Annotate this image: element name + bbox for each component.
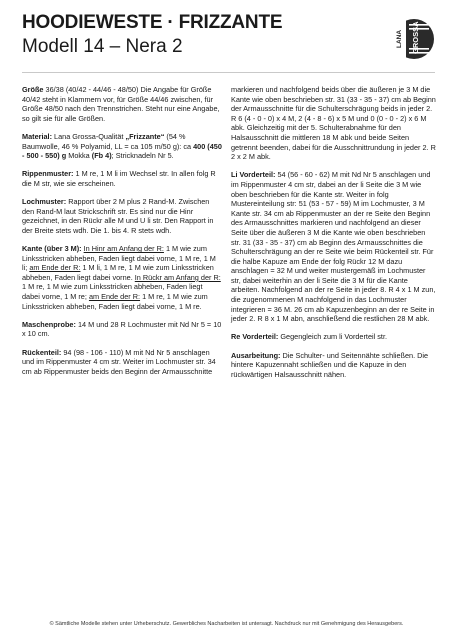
- section-label: Re Vorderteil:: [231, 332, 279, 342]
- section-label: Kante (über 3 M):: [22, 244, 82, 254]
- page-title: HOODIEWESTE · FRIZZANTE: [22, 12, 283, 33]
- section-kante: Kante (über 3 M): In Hinr am Anfang der R: 1 M wie zum Linksstricken abheben, Faden liegt dabei vorne, 1 M re, 1 M li; am Ende der R: 1 M li, 1 M re, 1 M wie zum Linksstricken abheben, Faden liegt dabei vorne. In Rückr am Anfang der R: 1 M re, 1 M wie zum Linksstricken abheben, Faden liegt dabei vorne, 1 M re; am Ende der R: 1 M re, 1 M wie zum Linksstricken abheben, Faden liegt dabei vorne, 1 M re.: [22, 244, 221, 311]
- section-rueckenteil-continued: markieren und nachfolgend beids über die äußeren je 3 M die Kante wie oben beschrieben str. 31 (33 - 35 - 37) cm ab Beginn der Armausschnitte für die Schulterschrägung beids in jeder 2. R 6 (4 - 0 - 0) x 4 M, 2 (4 - 8 - 6) x 5 M und 0 (0 - 0 - 2) x 6 M abk. Gleichzeitig mit der 5. Schulterabnahme für den Halsausschnitt die mittleren 18 M abk und beide Seiten getrennt beenden, dabei für die Ausschnittrundung in jeder 2. R 2 x 2 M abk.: [231, 85, 436, 162]
- section-label: Lochmuster:: [22, 197, 67, 207]
- section-ausarbeitung: Ausarbeitung: Die Schulter- und Seitennähte schließen. Die hintere Kapuzennaht schließen und die Kapuze in den rückwärtigen Halsausschnitt nähen.: [231, 350, 429, 379]
- section-label: Li Vorderteil:: [231, 170, 276, 180]
- section-li-vorderteil: Li Vorderteil: 54 (56 - 60 - 62) M mit Nd Nr 5 anschlagen und im Rippenmuster 4 cm str, dabei an der li Seite die 3 M wie oben beschrieben für die Kante str. Weiter in folg Mustereinteilung str: 51 (53 - 57 - 59) M im Lochmuster, 3 M Kante str. 34 cm ab Rippenmuster an der re Seite den Beginn des Armausschnittes markieren und nachfolgend an dieser Seite über die äußeren 3 M die Kante wie oben beschrieben str. 31 (33 - 35 - 37) cm ab Beginn des Armausschnittes die Schulterschrägung an der re Seite wie beim Rückenteil str. Für die halbe Kapuze am Ende der folg Rückr 12 M dazu anschlagen = 32 M und weiter mustergemäß im Lochmuster str, dabei weiterhin an der li Seite die 3 M für die Kante arbeiten. Nachfolgend an der re Seite in jeder 8. R 4 x 1 M zun, die zugenommenen M nachfolgend in das Lochmuster integrieren = 36 M. 26 cm ab Kapuzenbeginn an der re Seite in jeder 2. R 8 x 1 M abn, anschließend die restlichen 28 M abk.: [231, 170, 436, 324]
- section-label: Rückenteil:: [22, 347, 62, 357]
- section-label: Rippenmuster:: [22, 169, 74, 179]
- section-maschenprobe: Maschenprobe: 14 M und 28 R Lochmuster mit Nd Nr 5 = 10 x 10 cm.: [22, 319, 222, 339]
- header-divider: [22, 72, 435, 73]
- section-material: Material: Lana Grossa-Qualität „Frizzante“ (54 % Baumwolle, 46 % Polyamid, LL = ca 105 m/50 g): ca 400 (450 - 500 - 550) g Mokka (Fb 4); Stricknadeln Nr 5.: [22, 131, 222, 161]
- left-column: [22, 85, 222, 385]
- section-groesse: Größe 36/38 (40/42 - 44/46 - 48/50) Die Angabe für Größe 40/42 steht in Klammern vor, für Größe 44/46 zwischen, für Größe 48/50 nach den Trennstrichen. Steht nur eine Angabe, so gilt sie für alle Größen.: [22, 85, 220, 123]
- section-lochmuster: Lochmuster: Rapport über 2 M plus 2 Rand-M. Zwischen den Rand-M laut Strickschrift str. Es sind nur die Hinr gezeichnet, in den Rückr alle M und U li str. Den Rapport in der Breite stets wdh. Die 1. bis 4. R stets wdh.: [22, 197, 214, 235]
- section-label: Ausarbeitung:: [231, 350, 281, 360]
- copyright-footer: © Sämtliche Modelle stehen unter Urheberschutz. Gewerbliches Nacharbeiten ist untersagt. Nachdruck nur mit Genehmigung des Herausgebers.: [49, 621, 404, 627]
- section-re-vorderteil: Re Vorderteil: Gegengleich zum li Vorderteil str.: [231, 332, 388, 342]
- lana-grossa-logo: [393, 18, 435, 60]
- right-column: [231, 85, 436, 388]
- section-rippenmuster: Rippenmuster: 1 M re, 1 M li im Wechsel str. In allen folg R die M str, wie sie erscheinen.: [22, 169, 216, 188]
- page-subtitle: Modell 14 – Nera 2: [22, 36, 183, 57]
- logo-lana-text: LANA: [396, 29, 403, 48]
- logo-grossa-text: GROSSA: [411, 21, 420, 54]
- section-label: Maschenprobe:: [22, 319, 76, 329]
- section-label: Größe: [22, 85, 44, 94]
- section-rueckenteil: Rückenteil: 94 (98 - 106 - 110) M mit Nd Nr 5 anschlagen und im Rippenmuster 4 cm str. Weiter im Lochmuster str. 34 cm ab Rippenmuster beids den Beginn der Armausschnitte: [22, 347, 216, 376]
- section-label: Material:: [22, 131, 53, 141]
